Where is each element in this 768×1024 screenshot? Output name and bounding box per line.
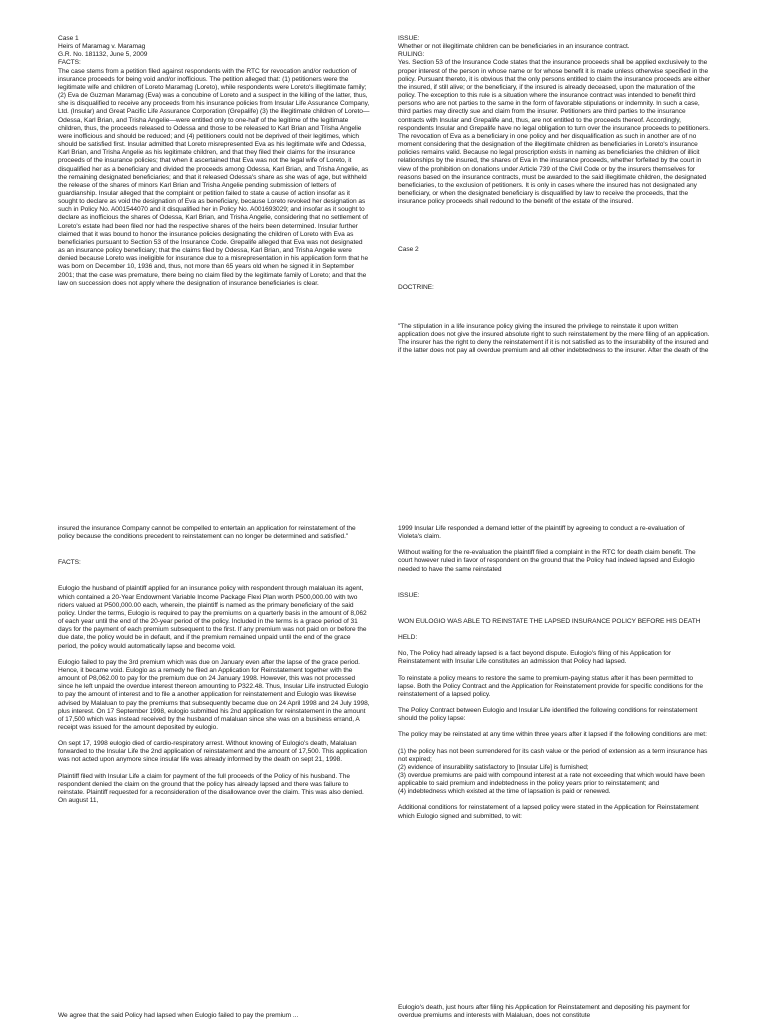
policy-conditions-intro: The Policy Contract between Eulogio and Insular Life identified the following conditions for reinstatement should the policy lapse: <box>398 707 698 723</box>
doctrine-paragraph: "The stipulation in a life insurance policy giving the insured the privilege to reinstate it upon written application does not give the insured absolute right to such reinstatement by the mere filing of an application. The insurer has the right to deny the reinstatement if it is not satisfied as to the insurability of the insured and if the latter does not pay all overdue premium and all other indebtedness to the insurer. After the death of the <box>398 322 710 355</box>
case2-label: Case 2 <box>398 246 419 254</box>
case2-facts-section <box>58 525 370 965</box>
issue-paragraph: Whether or not illegitimate children can be beneficiaries in an insurance contract. <box>398 43 630 51</box>
doctrine-heading: DOCTRINE: <box>398 284 434 292</box>
facts-continued-2: Without waiting for the re-evaluation the plaintiff filed a complaint in the RTC for death claim benefit. The court however ruled in favor of respondent on the ground that the Policy had indeed lapsed and Eulogio needed to have the same reinstated <box>398 549 696 573</box>
facts-paragraph: The case stems from a petition filed against respondents with the RTC for revocation and/or reduction of insurance proceeds for being void and/or inofficious. The petition alleged that: (1) petitioners were the legitimate wife and children of Loreto Maramag (Loreto), while respondents were Loreto's illegitimate family; (2) Eva de Guzman Maramag (Eva) was a concubine of Loreto and a suspect in the killing of the latter, thus, she is disqualified to receive any proceeds from his insurance policies from Insular Life Assurance Company, Ltd. (Insular) and Great Pacific Life Assurance Corporation (Grepalife) (3) the illegitimate children of Loreto—Odessa, Karl Brian, and Trisha Angelie—were entitled only to one-half of the legitime of the legitimate children, thus, the proceeds released to Odessa and those to be released to Karl Brian and Trisha Angelie were inofficious and should be reduced; and (4) petitioners could not be deprived of their legitimes, which should be satisfied first. Insular admitted that Loreto misrepresented Eva as his legitimate wife and Odessa, Karl Brian, and Trisha Angelie as his legitimate children, and that they filed their claims for the insurance proceeds of the insurance policies; that when it ascertained that Eva was not the legal wife of Loreto, it disqualified her as a beneficiary and divided the proceeds among Odessa, Karl Brian, and Trisha Angelie, as the remaining designated beneficiaries; and that it released Odessa's share as she was of age, but withheld the release of the shares of minors Karl Brian and Trisha Angelie pending submission of letters of guardianship. Insular alleged that the complaint or petition failed to state a cause of action insofar as it sought to declare as void the designation of Eva as beneficiary, because Loreto revoked her designation as such in Policy No. A001544070 and it disqualified her in Policy No. A001693029; and insofar as it sought to declare as inofficious the shares of Odessa, Karl Brian, and Trisha Angelie, considering that no settlement of Loreto's estate had been filed nor had the respective shares of the heirs been determined. Insular further claimed that it was bound to honor the insurance policies designating the children of Loreto with Eva as beneficiaries pursuant to Section 53 of the Insurance Code. Grepalife alleged that Eva was not designated as an insurance policy beneficiary; that the claims filed by Odessa, Karl Brian, and Trisha Angelie were denied because Loreto was ineligible for insurance due to a misrepresentation in his application form that he was born on December 10, 1936 and, thus, not more than 65 years old when he signed it in September 2001; that the case was premature, there being no claim filed by the legitimate family of Loreto; and that the law on succession does not apply where the designation of insurance beneficiaries is clear. <box>58 67 370 287</box>
next-page-right-fragment <box>398 1004 710 1024</box>
case2-held-section <box>398 525 710 965</box>
reinstate-paragraph: To reinstate a policy means to restore the same to premium-paying status after it has been permitted to lapse. Both the Policy Contract and the Application for Reinstatement provide for specific conditions for the reinstatement of a lapsed policy. <box>398 674 703 698</box>
facts-paragraph-1: Eulogio the husband of plaintiff applied for an insurance policy with respondent through malaluan its agent, which contained a 20-Year Endowment Variable Income Package Flexi Plan worth P500,000.00 with two riders valued at P500,000.00 each, wherein, the plaintiff is named as the primary beneficiary of the said policy. Under the terms, Eulogio is required to pay the premiums on a quarterly basis in the amount of 8,062 of each year until the end of the 20-year period of the policy. Included in the terms is a grace period of 31 days for the payment of each premium subsequent to the first. If any premium was not paid on or before the due date, the policy would be in default, and if the premium remained unpaid until the end of the grace period, the policy would automatically lapse and become void. <box>58 585 367 650</box>
held-heading: HELD: <box>398 634 418 642</box>
facts-heading: FACTS: <box>58 559 81 567</box>
ruling-heading: RULING: <box>398 51 425 59</box>
case-gr-number: G.R. No. 181132, June 5, 2009 <box>58 51 148 59</box>
additional-conditions: Additional conditions for reinstatement of a lapsed policy were stated in the Application for Reinstatement which Eulogio signed and submitted, to wit: <box>398 804 699 820</box>
doctrine-continued: insured the insurance Company cannot be compelled to entertain an application for reinstatement of the policy because the conditions precedent to reinstatement can no longer be determined and satisfied." <box>58 525 356 541</box>
case-label: Case 1 <box>58 35 79 42</box>
issue-heading: ISSUE: <box>398 591 420 599</box>
issue-heading: ISSUE: <box>398 35 420 42</box>
facts-paragraph-4: Plaintiff filed with Insular Life a claim for payment of the full proceeds of the Policy of his husband. The respondent denied the claim on the ground that the policy has already lapsed and there was failure to reinstate. Plaintiff requested for a reconsideration of the disallowance over the claim. This was also denied. On august 11, <box>58 772 364 805</box>
held-paragraph: No, The Policy had already lapsed is a fact beyond dispute. Eulogio's filing of his Application for Reinstatement with Insular Life constitutes an admission that Policy had lapsed. <box>398 650 671 666</box>
case1-facts-section <box>58 35 370 465</box>
next-page-left-fragment <box>58 1012 370 1024</box>
facts-paragraph-3: On sept 17, 1998 eulogio died of cardio-respiratory arrest. Without knowing of Eulogio's death, Malaluan forwarded to the Insular Life the 2nd application of reinstatement and the amount of 17,500. This application was not acted upon anymore since insular life was already informed by the death on sept 21, 1998. <box>58 740 367 764</box>
issue-paragraph: WON EULOGIO WAS ABLE TO REINSTATE THE LAPSED INSURANCE POLICY BEFORE HIS DEATH <box>398 617 701 625</box>
reinstatement-period: The policy may be reinstated at any time within three years after it lapsed if the following conditions are met: <box>398 731 707 739</box>
conditions-list: (1) the policy has not been surrendered for its cash value or the period of extension as a term insurance has not expired; (2) evidence of insurability satisfactory to [Insular Life] is furnished; (3) overdue premiums are paid with compound interest at a rate not exceeding that which would have been applicable to said premium and indebtedness in the policy years prior to reinstatement; and (4) indebtedness which existed at the time of lapsation is paid or renewed. <box>398 747 708 796</box>
fragment-text: Eulogio's death, just hours after filing his Application for Reinstatement and depositing his payment for overdue premiums and interests with Malaluan, does not constitute <box>398 1004 690 1020</box>
case1-ruling-section <box>398 35 710 465</box>
fragment-text: We agree that the said Policy had lapsed when Eulogio failed to pay the premium ... <box>58 1012 299 1019</box>
ruling-paragraph: Yes. Section 53 of the Insurance Code states that the insurance proceeds shall be applied exclusively to the proper interest of the person in whose name or for whose benefit it is made unless otherwise specified in the policy. Pursuant thereto, it is obvious that the only persons entitled to claim the insurance proceeds are either the insured, if still alive; or the beneficiary, if the insured is already deceased, upon the maturation of the policy. The exception to this rule is a situation where the insurance contract was intended to benefit third persons who are not parties to the same in the form of favorable stipulations or indemnity. In such a case, third parties may directly sue and claim from the insurer. Petitioners are third parties to the insurance contracts with Insular and Grepalife and, thus, are not entitled to the proceeds thereof. Accordingly, respondents Insular and Grepalife have no legal obligation to turn over the insurance proceeds to petitioners. The revocation of Eva as a beneficiary in one policy and her disqualification as such in another are of no moment considering that the designation of the illegitimate children as beneficiaries in Loreto's insurance policies remains valid. Because no legal proscription exists in naming as beneficiaries the children of illicit relationships by the insured, the shares of Eva in the insurance proceeds, whether forfeited by the court in view of the prohibition on donations under Article 739 of the Civil Code or by the insurers themselves for reasons based on the insurance contracts, must be awarded to the said illegitimate children, the designated beneficiaries, to the exclusion of petitioners. It is only in cases where the insured has not designated any beneficiary, or when the designated beneficiary is disqualified by law to receive the proceeds, that the insurance policy proceeds shall redound to the benefit of the estate of the insured. <box>398 59 710 206</box>
case-title: Heirs of Maramag v. Maramag <box>58 43 146 51</box>
facts-heading: FACTS: <box>58 59 81 67</box>
facts-paragraph-2: Eulogio failed to pay the 3rd premium which was due on January even after the lapse of the grace period. Hence, it became void. Eulogio as a remedy he filed an Application for Reinstatement together with the amount of P8,062.00 to pay for the premium due on 24 January 1998. However, this was not processed since he left unpaid the overdue interest thereon amounting to P322.48. Thus, Insular Life instructed Eulogio to pay the amount of interest and to file a another application for reinstatement and Eulogio was likewise advised by Malaluan to pay the premiums that subsequently became due on 24 April 1998 and 24 July 1998, plus interest. On 17 September 1998, eulogio submitted his 2nd application for reinstatement in the amount of 17,500 which was instead received by the husband of malaluan since she was on a business errand, A receipt was issued for the amount deposited by eulogio. <box>58 658 370 731</box>
facts-continued-1: 1999 Insular Life responded a demand letter of the plaintiff by agreeing to conduct a re-evaluation of Violeta's claim. <box>398 525 685 541</box>
